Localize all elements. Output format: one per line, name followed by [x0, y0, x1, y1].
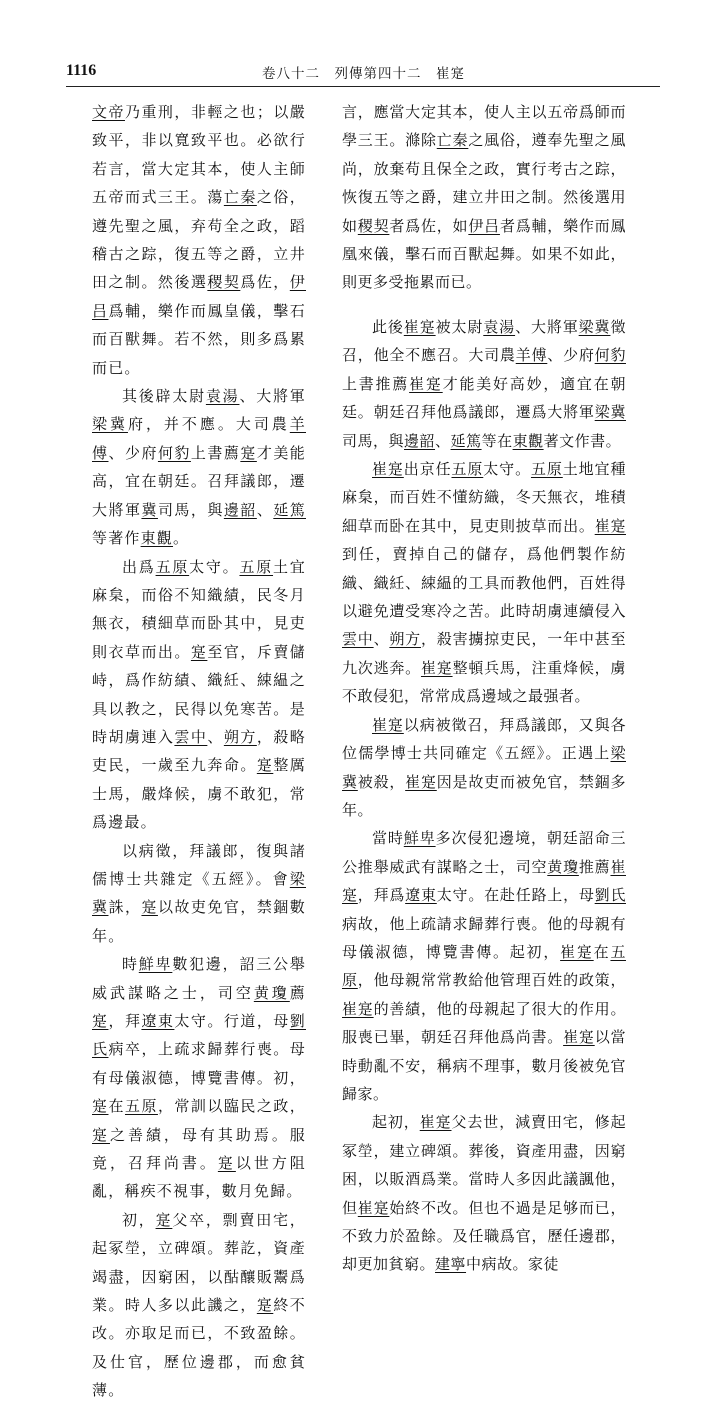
translation-column — [342, 313, 626, 1279]
translation-continued-column — [342, 98, 626, 297]
translation-paragraph: 崔寔以病被徵召，拜爲議郎，又與各位儒學博士共同確定《五經》。正遇上梁冀被殺，崔寔因是故吏而被免官，禁錮多年。 — [342, 715, 626, 819]
classical-text-column — [92, 98, 306, 1405]
translation-paragraph: 此後崔寔被太尉袁湯、大將軍梁冀徵召，他全不應召。大司農羊傅、少府何豹上書推薦崔寔才能美好高妙，適宜在朝廷。朝廷召拜他爲議郎，遷爲大將軍梁冀司馬，與邊韶、延篤等在東觀著文作書。 — [342, 318, 626, 450]
classical-paragraph: 出爲五原太守。五原土宜麻枲，而俗不知織績，民冬月無衣，積細草而卧其中，見吏則衣草而出。寔至官，斥賣儲峙，爲作紡績、織紝、綀緼之具以教之，民得以免寒苦。是時胡虜連入雲中、朔方，殺略吏民，一歲至九奔命。寔整厲士馬，嚴烽候，虜不敢犯，常爲邊最。 — [92, 557, 307, 832]
translation-paragraph: 崔寔出京任五原太守。五原土地宜種麻枲，而百姓不懂紡織，冬天無衣，堆積細草而卧在其中，見吏則披草而出。崔寔到任，賣掉自己的儲存，爲他們製作紡織、織紝、綀緼的工具而教他們，百姓得以避免遭受寒冷之苦。此時胡虜連續侵入雲中、朔方，殺害擄掠吏民，一年中甚至九次逃奔。崔寔整頓兵馬，注重烽候，虜不敢侵犯，常常成爲邊域之最强者。 — [342, 460, 626, 706]
classical-paragraph: 以病徵，拜議郎，復與諸儒博士共雜定《五經》。會梁冀誅，寔以故吏免官，禁錮數年。 — [92, 841, 306, 945]
classical-paragraph: 其後辟太尉袁湯、大將軍梁冀府，并不應。大司農羊傅、少府何豹上書薦寔才美能高，宜在朝廷。召拜議郎，遷大將軍冀司馬，與邊韶、延篤等著作東觀。 — [92, 387, 307, 548]
translation-paragraph: 起初，崔寔父去世，減賣田宅，修起冢塋，建立碑頌。葬後，資產用盡，因窮困，以販酒爲業。當時人多因此議諷他，但崔寔始終不改。但也不過是足够而已，不致力於盈餘。及任職爲官，歷任邊郡，却更加貧窮。建寧中病故。家徒 — [342, 1113, 626, 1274]
translation-paragraph: 當時鮮卑多次侵犯邊境，朝廷詔命三公推舉威武有謀略之士，司空黄瓊推薦崔寔，拜爲遼東太守。在赴任路上，母劉氏病故，他上疏請求歸葬行喪。他的母親有母儀淑德，博覽書傳。起初，崔寔在五原，他母親常常教給他管理百姓的政策，崔寔的善績，他的母親起了很大的作用。服喪已畢，朝廷召拜他爲尚書。崔寔以當時動亂不安，稱病不理事，數月後被免官歸家。 — [342, 829, 626, 1103]
running-head: 卷八十二 列傳第四十二 崔寔 — [262, 66, 465, 82]
header-rule — [66, 86, 660, 87]
page-number: 1116 — [66, 62, 97, 79]
page-header — [66, 60, 660, 84]
classical-paragraph: 時鮮卑數犯邊，詔三公舉威武謀略之士，司空黄瓊薦寔，拜遼東太守。行道，母劉氏病卒，上疏求歸葬行喪。母有母儀淑德，博覽書傳。初，寔在五原，常訓以臨民之政，寔之善績，母有其助焉。服竟，召拜尚書。寔以世方阻亂，稱疾不視事，數月免歸。 — [92, 955, 306, 1201]
classical-paragraph: 初，寔父卒，剽賣田宅，起冢塋，立碑頌。葬訖，資產竭盡，因窮困，以酤釀販鬻爲業。時人多以此譏之，寔終不改。亦取足而已，不致盈餘。及仕官，歷位邊郡，而愈貧薄。 — [92, 1210, 306, 1400]
classical-paragraph: 文帝乃重刑，非輕之也；以嚴致平，非以寬致平也。必欲行若言，當大定其本，使人主師五帝而式三王。蕩亡秦之俗，遵先聖之風，弃苟全之政，蹈稽古之踪，復五等之爵，立井田之制。然後選稷契爲佐，伊吕爲輔，樂作而鳳皇儀，擊石而百獸舞。若不然，則多爲累而已。 — [92, 103, 306, 377]
translation-paragraph-continued: 言，應當大定其本，使人主以五帝爲師而學三王。滌除亡秦之風俗，遵奉先聖之風尚，放棄苟且保全之政，實行考古之踪，恢復五等之爵，建立井田之制。然後選用如稷契者爲佐，如伊吕者爲輔，樂作而鳳凰來儀，擊石而百獸起舞。如果不如此，則更多受拖累而已。 — [342, 103, 626, 292]
